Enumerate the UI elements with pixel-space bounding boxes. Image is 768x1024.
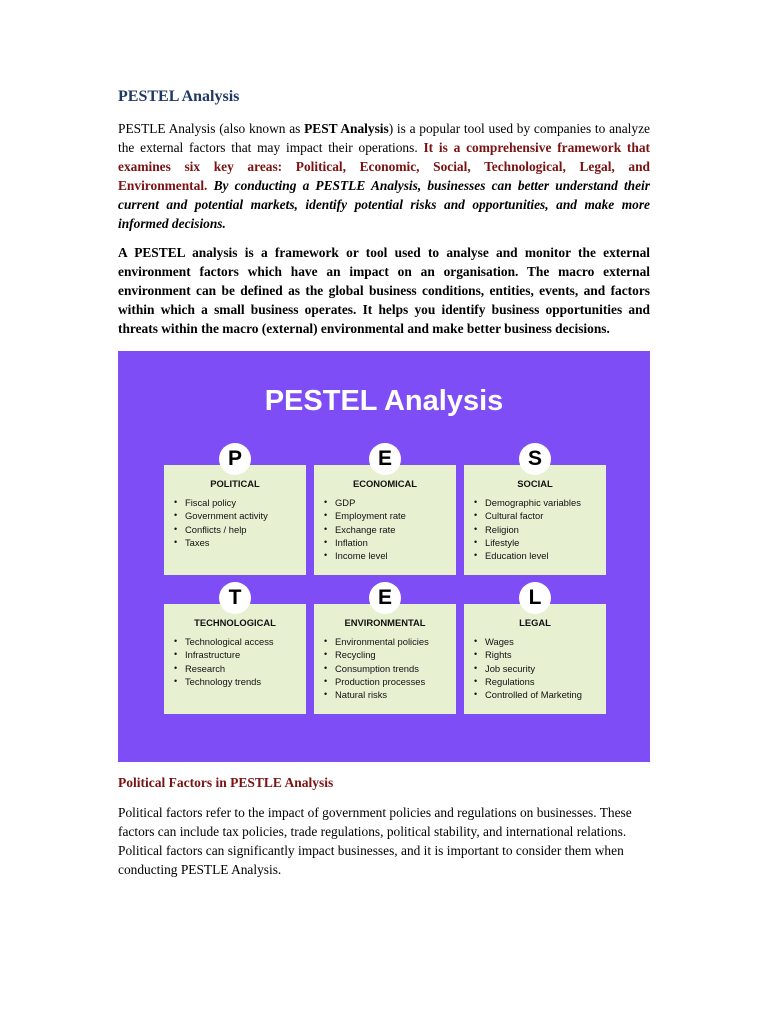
letter-badge-p: P (219, 443, 251, 475)
list-item: • Demographic variables (474, 496, 602, 509)
factor-list (474, 496, 602, 562)
card-social (464, 447, 606, 575)
page-title: PESTEL Analysis (118, 88, 240, 105)
list-item: • Income level (324, 549, 452, 562)
list-item: • Rights (474, 648, 602, 661)
card-heading: SOCIAL (517, 478, 553, 489)
intro-italic: By conducting a PESTLE Analysis, businesses can better understand their current and potential markets, identify potential risks and opportunities, and make more informed decisions. (118, 178, 650, 231)
factor-list (324, 635, 452, 701)
list-item: • Cultural factor (474, 509, 602, 522)
list-item: • GDP (324, 496, 452, 509)
intro-bold-term: PEST Analysis (304, 121, 389, 136)
list-item: • Exchange rate (324, 523, 452, 536)
intro-paragraph (118, 119, 650, 233)
list-item: • Controlled of Marketing (474, 688, 602, 701)
intro-text-1: PESTLE Analysis (also known as (118, 121, 305, 136)
factor-list (174, 635, 302, 688)
card-technological (164, 586, 306, 714)
list-item: • Consumption trends (324, 662, 452, 675)
definition-paragraph: A PESTEL analysis is a framework or tool used to analyse and monitor the external environment factors which have an impact on an organisation. The macro external environment can be defined as the global business conditions, entities, events, and factors within which a small business operates. It helps you identify business opportunities and threats within the macro (external) environmental and make better business decisions. (118, 245, 650, 336)
list-item: • Technological access (174, 635, 302, 648)
factor-list (324, 496, 452, 562)
list-item: • Research (174, 662, 302, 675)
card-legal (464, 586, 606, 714)
list-item: • Lifestyle (474, 536, 602, 549)
list-item: • Conflicts / help (174, 523, 302, 536)
list-item: • Wages (474, 635, 602, 648)
list-item: • Employment rate (324, 509, 452, 522)
list-item: • Recycling (324, 648, 452, 661)
list-item: • Fiscal policy (174, 496, 302, 509)
section-heading: Political Factors in PESTLE Analysis (118, 775, 334, 790)
card-heading: ENVIRONMENTAL (344, 617, 426, 628)
list-item: • Natural risks (324, 688, 452, 701)
letter-badge-e: E (369, 443, 401, 475)
list-item: • Environmental policies (324, 635, 452, 648)
card-heading: POLITICAL (210, 478, 260, 489)
intro-text-2: ) is a popular tool used by companies to analyze the external factors that may impact their operations. (118, 121, 650, 155)
list-item: • Regulations (474, 675, 602, 688)
card-political (164, 447, 306, 575)
factor-list (474, 635, 602, 701)
letter-badge-s: S (519, 443, 551, 475)
list-item: • Job security (474, 662, 602, 675)
list-item: • Technology trends (174, 675, 302, 688)
letter-badge-t: T (219, 582, 251, 614)
intro-highlight: It is a comprehensive framework that examines six key areas: Political, Economic, Social, Technological, Legal, and Environmental. (118, 140, 650, 193)
political-paragraph: Political factors refer to the impact of government policies and regulations on businesses. These factors can include tax policies, trade regulations, political stability, and international relations. Political factors can significantly impact businesses, and it is important to consider them when conducting PESTLE Analysis. (118, 805, 632, 877)
list-item: • Production processes (324, 675, 452, 688)
factor-list (174, 496, 302, 549)
card-heading: ECONOMICAL (352, 478, 418, 489)
card-heading: LEGAL (519, 617, 551, 628)
card-economical (314, 447, 456, 575)
list-item: • Inflation (324, 536, 452, 549)
letter-badge-e2: E (369, 582, 401, 614)
pestel-diagram (118, 351, 650, 762)
list-item: • Government activity (174, 509, 302, 522)
letter-badge-l: L (519, 582, 551, 614)
card-heading: TECHNOLOGICAL (194, 617, 276, 628)
list-item: • Education level (474, 549, 602, 562)
card-environmental (314, 586, 456, 714)
list-item: • Taxes (174, 536, 302, 549)
list-item: • Religion (474, 523, 602, 536)
list-item: • Infrastructure (174, 648, 302, 661)
diagram-title: PESTEL Analysis (264, 385, 504, 417)
